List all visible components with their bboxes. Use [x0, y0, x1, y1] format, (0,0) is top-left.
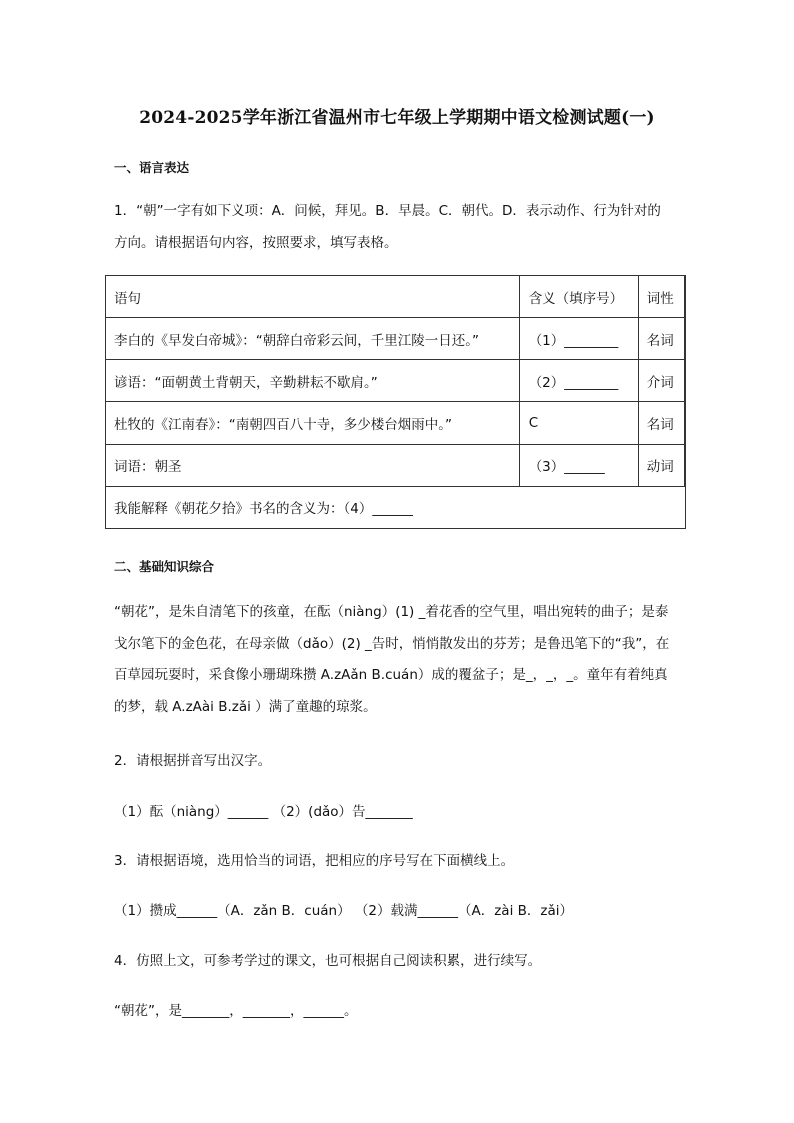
question-3-answer[interactable]: （1）攒成______（A．zǎn B．cuán） （2）载满______（A．zài B．zǎi）: [114, 903, 573, 919]
passage-line: 戈尔笔下的金色花，在母亲做（dǎo）(2) _告时，悄悄散发出的芬芳；是鲁迅笔下的“我”，在: [114, 635, 670, 652]
table-cell-meaning[interactable]: （2）________: [519, 360, 638, 402]
table-row: [106, 402, 686, 444]
table-footer-row: [106, 486, 686, 528]
table-spacer-cell: [684, 444, 685, 486]
table-row: [106, 360, 686, 402]
question-1-line-1: 1．“朝”一字有如下义项：A．问候，拜见。B．早晨。C．朝代。D．表示动作、行为针对的: [114, 203, 661, 219]
table-cell-sentence: 词语：朝圣: [106, 444, 520, 486]
table-row: [106, 318, 686, 360]
passage-line: “朝花”，是朱自清笔下的孩童，在酝（niàng）(1) _着花香的空气里，唱出宛转的曲子；是泰: [114, 604, 669, 620]
question-4-prompt: 4．仿照上文，可参考学过的课文，也可根据自己阅读积累，进行续写。: [114, 953, 542, 969]
page-title: 2024-2025学年浙江省温州市七年级上学期期中语文检测试题(一): [139, 108, 655, 128]
passage-line: 的梦，载 A.zAài B.zǎi ）满了童趣的琼浆。: [114, 698, 377, 715]
question-1: [114, 196, 694, 259]
table-footer-cell[interactable]: 我能解释《朝花夕拾》书名的含义为：（4）______: [106, 486, 686, 528]
section-heading-basics: 二、基础知识综合: [114, 559, 215, 574]
table-cell-part-of-speech: 介词: [638, 360, 684, 402]
table-spacer-cell: [684, 402, 685, 444]
table-header-cell: 语句: [106, 276, 520, 318]
section-heading-language: 一、语言表达: [114, 160, 190, 175]
table-cell-part-of-speech: 动词: [638, 444, 684, 486]
answer-table: [105, 275, 686, 529]
table-header-cell: 词性: [638, 276, 684, 318]
question-4-answer[interactable]: “朝花”，是_______，_______，______。: [114, 1003, 358, 1019]
table-row: [106, 444, 686, 486]
table-cell-meaning[interactable]: （3）______: [519, 444, 638, 486]
table-spacer-cell: [684, 360, 685, 402]
table-cell-meaning[interactable]: （1）________: [519, 318, 638, 360]
question-1-line-2: 方向。请根据语句内容，按照要求，填写表格。: [114, 234, 398, 251]
table-header-row: [106, 276, 686, 318]
table-header-cell: 含义（填序号）: [519, 276, 638, 318]
table-spacer-cell: [684, 318, 685, 360]
question-3-prompt: 3．请根据语境，选用恰当的词语，把相应的序号写在下面横线上。: [114, 853, 515, 869]
question-2-answer[interactable]: （1）酝（niàng）______ （2）(dǎo）告_______: [114, 804, 413, 820]
reading-passage: [114, 597, 694, 723]
table-cell-sentence: 李白的《早发白帝城》：“朝辞白帝彩云间，千里江陵一日还。”: [106, 318, 520, 360]
table-cell-sentence: 杜牧的《江南春》：“南朝四百八十寺，多少楼台烟雨中。”: [106, 402, 520, 444]
table-cell-part-of-speech: 名词: [638, 318, 684, 360]
table-cell-meaning: C: [519, 402, 638, 444]
table-spacer-cell: [684, 276, 685, 318]
question-2-prompt: 2．请根据拼音写出汉字。: [114, 753, 272, 769]
table-cell-part-of-speech: 名词: [638, 402, 684, 444]
passage-line: 百草园玩耍时，采食像小珊瑚珠攒 A.zAǎn B.cuán）成的覆盆子；是_，_，_。童年有着纯真: [114, 667, 668, 683]
table-cell-sentence: 谚语：“面朝黄土背朝天，辛勤耕耘不歇肩。”: [106, 360, 520, 402]
